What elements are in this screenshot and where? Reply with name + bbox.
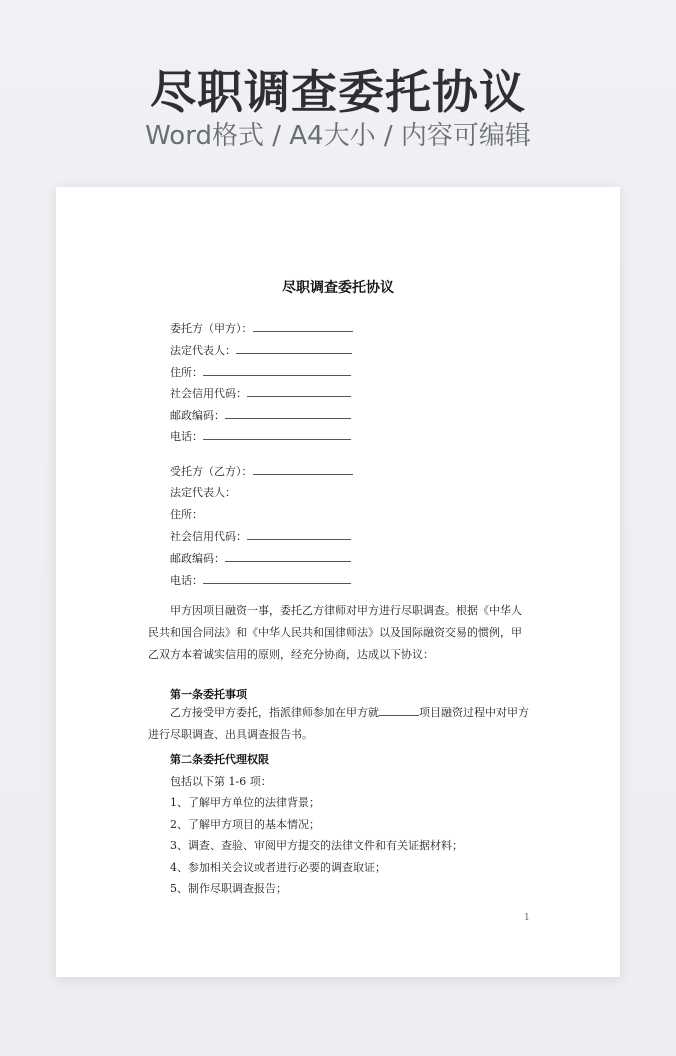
- party-a-client-field: [170, 321, 353, 336]
- article-1-text-before: 乙方接受甲方委托，指派律师参加在甲方就: [170, 706, 379, 719]
- blank-line: [247, 386, 351, 397]
- blank-line: [225, 551, 351, 562]
- list-item: 5、制作尽职调查报告；: [170, 882, 287, 895]
- blank-line: [236, 343, 352, 354]
- field-label: 邮政编码：: [170, 552, 225, 565]
- article-2-heading: 第二条委托代理权限: [170, 753, 269, 766]
- party-b-trustee-field: [170, 464, 353, 479]
- blank-line: [203, 429, 351, 440]
- article-1-heading: 第一条委托事项: [170, 688, 247, 701]
- party-a-postcode-field: [170, 408, 351, 423]
- field-label: 法定代表人：: [170, 344, 236, 357]
- party-a-address-field: [170, 365, 351, 380]
- party-b-postcode-field: [170, 551, 351, 566]
- list-item: 包括以下第 1-6 项：: [170, 775, 272, 788]
- list-item: 1、了解甲方单位的法律背景；: [170, 796, 320, 809]
- field-label: 社会信用代码：: [170, 387, 247, 400]
- blank-line: [203, 573, 351, 584]
- party-b-address-field: [170, 508, 203, 522]
- blank-line: [225, 408, 351, 419]
- party-a-phone-field: [170, 429, 351, 444]
- article-1-paragraph: [148, 702, 530, 746]
- field-label: 受托方（乙方）：: [170, 465, 253, 478]
- party-b-credit-code-field: [170, 529, 351, 544]
- field-label: 电话：: [170, 574, 203, 587]
- blank-line: [253, 464, 353, 475]
- field-label: 住所：: [170, 508, 203, 521]
- banner-title: 尽职调查委托协议: [150, 65, 526, 119]
- blank-line: [247, 529, 351, 540]
- field-label: 电话：: [170, 430, 203, 443]
- article-1-text-after: 项目融资过程中对甲方进行尽职调查、出具调查报告书。: [148, 706, 529, 741]
- field-label: 法定代表人：: [170, 486, 236, 499]
- blank-line: [379, 705, 419, 716]
- field-label: 邮政编码：: [170, 409, 225, 422]
- field-label: 社会信用代码：: [170, 530, 247, 543]
- party-b-representative-field: [170, 486, 236, 500]
- blank-line: [253, 321, 353, 332]
- page-number: 1: [524, 913, 530, 923]
- party-b-phone-field: [170, 573, 351, 588]
- list-item: 2、了解甲方项目的基本情况；: [170, 818, 320, 831]
- field-label: 住所：: [170, 366, 203, 379]
- document-title: 尽职调查委托协议: [282, 280, 394, 296]
- field-label: 委托方（甲方）：: [170, 322, 253, 335]
- banner-subtitle: Word格式 / A4大小 / 内容可编辑: [145, 121, 531, 151]
- document-page: [56, 187, 620, 977]
- blank-line: [203, 365, 351, 376]
- list-item: 3、调查、查验、审阅甲方提交的法律文件和有关证据材料；: [170, 839, 463, 852]
- list-item: 4、参加相关会议或者进行必要的调查取证；: [170, 861, 386, 874]
- party-a-representative-field: [170, 343, 352, 358]
- party-a-credit-code-field: [170, 386, 351, 401]
- intro-paragraph: 甲方因项目融资一事，委托乙方律师对甲方进行尽职调查。根据《中华人民共和国合同法》和《中华人民共和国律师法》以及国际融资交易的惯例，甲乙双方本着诚实信用的原则，经充分协商，达成以下协议：: [148, 604, 522, 661]
